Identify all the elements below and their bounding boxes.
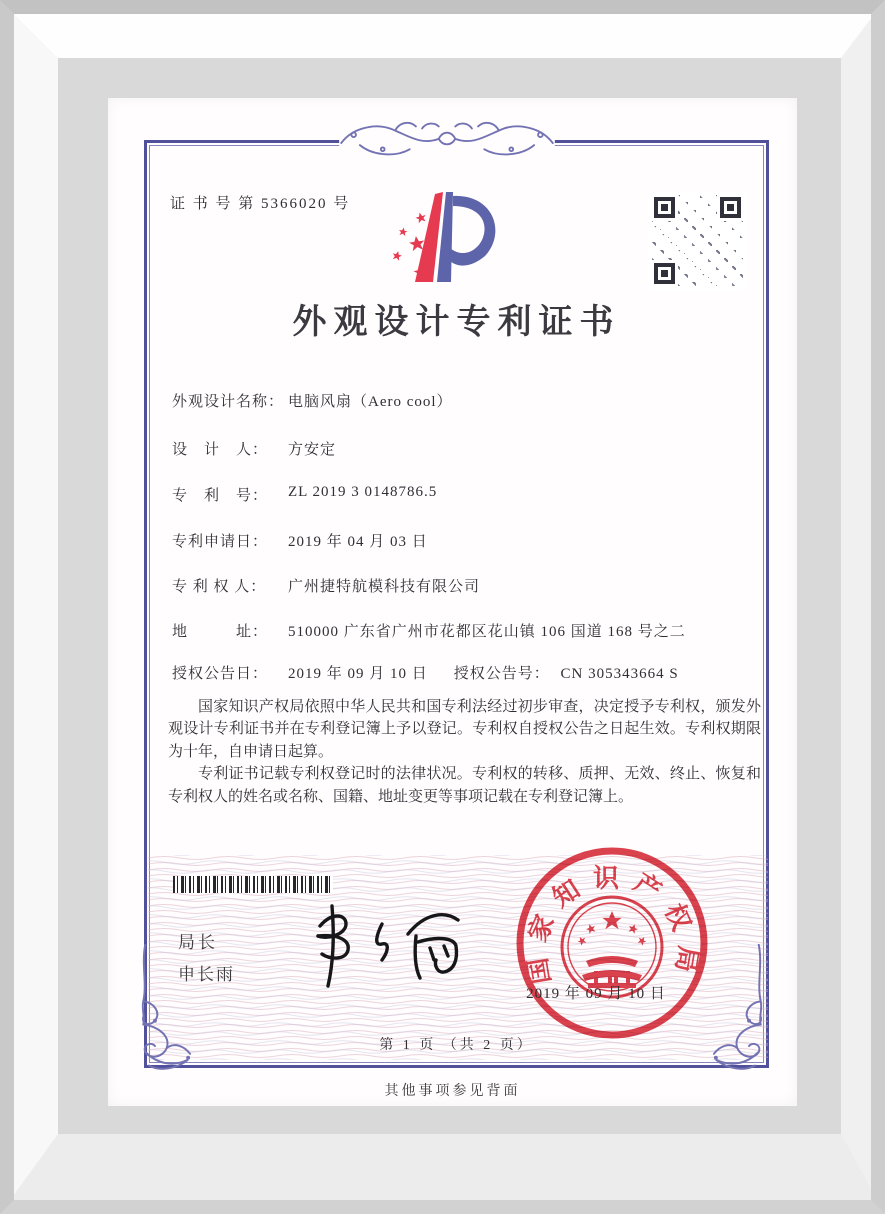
field-value: 广州捷特航模科技有限公司	[288, 579, 481, 595]
field-label: 外观设计名称：	[172, 394, 285, 410]
field-designer	[172, 438, 757, 459]
bottom-left-corner-ornament	[116, 944, 194, 1072]
grant-number-value: CN 305343664 S	[560, 666, 679, 682]
qr-finder-icon	[720, 197, 741, 218]
official-seal	[512, 843, 712, 1043]
field-value: 510000 广东省广州市花都区花山镇 106 国道 168 号之二	[288, 624, 686, 640]
director-title: 局长	[178, 933, 218, 952]
seal-date: 2019 年 09 月 10 日	[526, 986, 666, 1002]
back-side-note: 其他事项参见背面	[384, 1084, 521, 1099]
field-patent-number	[172, 484, 757, 505]
cnipa-logo-icon	[387, 188, 509, 292]
page-number: 第 1 页 （共 2 页）	[379, 1038, 534, 1053]
field-label: 设 计 人：	[172, 442, 269, 458]
field-label: 专 利 权 人：	[172, 579, 267, 595]
field-value: 电脑风扇（Aero cool）	[288, 394, 453, 410]
field-value: 方安定	[288, 442, 337, 458]
body-paragraph: 专利证书记载专利权登记时的法律状况。专利权的转移、质押、无效、终止、恢复和专利权人的姓名或名称、国籍、地址变更等事项记载在专利登记簿上。	[168, 766, 761, 805]
director-name: 申长雨	[178, 965, 235, 984]
body-paragraph: 国家知识产权局依照中华人民共和国专利法经过初步审查，决定授予专利权，颁发外观设计专利证书并在专利登记簿上予以登记。专利权自授权公告之日起生效。专利权期限为十年，自申请日起算。	[168, 699, 761, 760]
grant-number-pair	[454, 662, 679, 683]
qr-code	[652, 195, 743, 286]
field-value: 2019 年 04 月 03 日	[288, 534, 428, 550]
certificate-paper	[108, 98, 797, 1106]
svg-text:国家知识产权局	[521, 864, 703, 986]
field-label: 地 址：	[172, 624, 269, 640]
grant-date-value: 2019 年 09 月 10 日	[288, 666, 428, 682]
director-signature	[292, 898, 482, 994]
grant-date-label: 授权公告日：	[172, 666, 269, 682]
qr-finder-icon	[654, 263, 675, 284]
top-border-ornament	[322, 114, 572, 170]
field-address	[172, 620, 757, 641]
field-grant-line	[172, 662, 757, 683]
field-label: 专 利 号：	[172, 488, 269, 504]
bottom-right-corner-ornament	[710, 944, 788, 1072]
field-label: 专利申请日：	[172, 534, 269, 550]
field-design-name	[172, 390, 757, 411]
certificate-number: 证 书 号 第 5366020 号	[170, 196, 351, 212]
grant-number-label: 授权公告号：	[453, 666, 550, 682]
barcode	[173, 876, 333, 893]
field-value: ZL 2019 3 0148786.5	[288, 484, 438, 500]
field-filing-date	[172, 530, 757, 551]
field-patentee	[172, 575, 757, 596]
qr-finder-icon	[654, 197, 675, 218]
certificate-title: 外观设计专利证书	[292, 304, 621, 341]
certificate-body-text	[168, 696, 761, 808]
seal-text: 国家知识产权局	[521, 863, 703, 987]
